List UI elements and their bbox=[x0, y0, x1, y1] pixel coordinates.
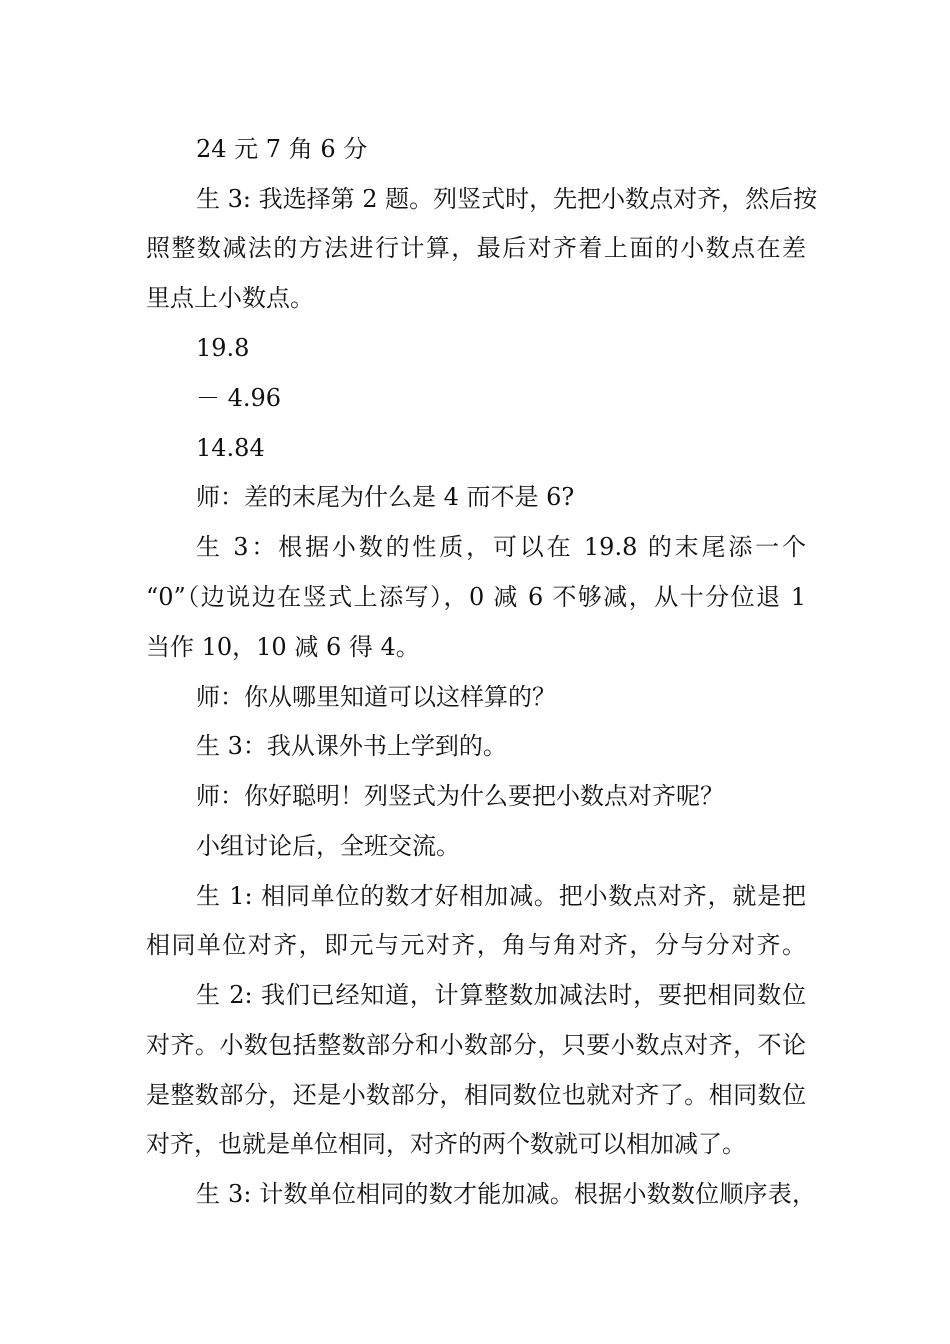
calc-subtrahend: － 4.96 bbox=[196, 384, 282, 412]
text-line-12: 师：你从哪里知道可以这样算的？ bbox=[196, 683, 556, 711]
calc-minuend: 19.8 bbox=[196, 334, 250, 362]
text-line-9: 生 3：根据小数的性质，可以在 19.8 的末尾添一个 bbox=[196, 533, 806, 561]
text-line-19: 对齐。小数包括整数部分和小数部分，只要小数点对齐，不论 bbox=[146, 1031, 806, 1059]
text-line-11: 当作 10，10 减 6 得 4。 bbox=[146, 633, 420, 661]
text-line-10: “0”（边说边在竖式上添写），0 减 6 不够减，从十分位退 1 bbox=[146, 583, 806, 611]
text-line-18: 生 2: 我们已经知道，计算整数加减法时，要把相同数位 bbox=[196, 981, 806, 1009]
calc-difference: 14.84 bbox=[196, 434, 265, 462]
text-line-3: 照整数减法的方法进行计算，最后对齐着上面的小数点在差 bbox=[146, 234, 806, 262]
text-line-14: 师：你好聪明！列竖式为什么要把小数点对齐呢？ bbox=[196, 782, 724, 810]
text-line-2: 生 3: 我选择第 2 题。列竖式时，先把小数点对齐，然后按 bbox=[196, 185, 818, 213]
text-line-22: 生 3: 计数单位相同的数才能加减。根据小数数位顺序表， bbox=[196, 1180, 816, 1208]
text-line-8: 师：差的末尾为什么是 4 而不是 6? bbox=[196, 483, 575, 511]
text-line-4: 里点上小数点。 bbox=[146, 284, 314, 312]
text-line-1: 24 元 7 角 6 分 bbox=[196, 135, 368, 163]
text-line-13: 生 3：我从课外书上学到的。 bbox=[196, 732, 507, 760]
text-line-21: 对齐，也就是单位相同，对齐的两个数就可以相加减了。 bbox=[146, 1130, 746, 1158]
text-line-16: 生 1: 相同单位的数才好相加减。把小数点对齐，就是把 bbox=[196, 882, 806, 910]
text-line-15: 小组讨论后，全班交流。 bbox=[196, 832, 460, 860]
text-line-17: 相同单位对齐，即元与元对齐，角与角对齐，分与分对齐。 bbox=[146, 931, 806, 959]
text-line-20: 是整数部分，还是小数部分，相同数位也就对齐了。相同数位 bbox=[146, 1081, 806, 1109]
